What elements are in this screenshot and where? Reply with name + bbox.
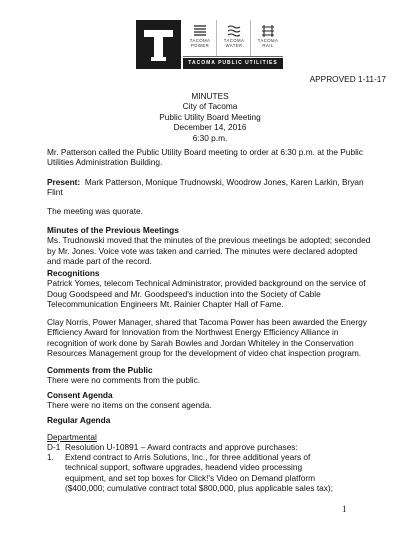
sub-item-line: Extend contract to Arris Solutions, Inc., for three additional years of [65,452,311,462]
heading-date: December 14, 2016 [173,122,247,133]
logo-wordmark: TACOMA PUBLIC UTILITIES [183,58,283,69]
heading-time: 6:30 p.m. [192,132,228,143]
tacoma-water-line-2: WATER [225,43,243,48]
call-to-order [47,147,363,168]
consent-agenda-section [47,390,212,411]
sub-item-line: equipment, and set top boxes for Click!'s Video on Demand platform [65,472,316,483]
item-text: Resolution U-10891 – Award contracts and approve purchases: [65,442,298,452]
page-number: 1 [342,504,347,514]
tacoma-rail-unit [252,20,284,56]
section-line: There were no items on the consent agenda. [47,400,212,411]
quorum-statement: The meeting was quorate. [47,206,143,216]
heading-meeting: Public Utility Board Meeting [159,111,261,122]
section-line: Resources Management group for the development of video chat inspection program. [47,348,362,359]
item-number: D-1 [47,442,61,452]
section-line: by Mr. Jones. Voice vote was taken and carried. The minutes were declared adopted [47,245,358,256]
recognitions-section [47,268,366,310]
tacoma-rail-line-2: RAIL [262,43,274,48]
section-line: Clay Norris, Power Manager, shared that Tacoma Power has been awarded the Energy [47,317,367,327]
tacoma-public-utilities-logo [136,20,283,69]
section-heading: Regular Agenda [47,415,111,425]
departmental-subheading: Departmental [47,432,97,442]
attendance [47,177,364,198]
approved-date: APPROVED 1-11-17 [309,74,386,84]
section-heading: Recognitions [47,268,100,278]
tacoma-water-line-1: TACOMA [223,38,245,43]
tacoma-rail-line-1: TACOMA [257,38,279,43]
heading-title: MINUTES [191,91,229,101]
sub-item-line: technical support, software upgrades, headend video processing [65,462,303,473]
section-line: Telecommunication Engineers Mt. Rainier Chapter Hall of Fame. [47,299,284,310]
rail-icon [260,24,276,38]
call-to-order-line: Utilities Administration Building. [47,157,163,168]
minutes-section [47,225,370,267]
section-line: recognition of work done by Sarah Bowles and Jordan Whiteley in the Conservation [47,337,354,348]
t-logo-mark [136,20,181,69]
regular-agenda-section [47,415,110,425]
section-line: There were no comments from the public. [47,375,201,386]
tacoma-power-line-2: POWER [190,43,210,48]
power-icon [192,24,208,38]
heading-city: City of Tacoma [182,101,238,112]
tacoma-water-unit [218,20,251,56]
section-heading: Comments from the Public [47,365,153,375]
section-heading: Minutes of the Previous Meetings [47,225,179,235]
section-line: Ms. Trudnowski moved that the minutes of the previous meetings be adopted; seconded [47,235,371,246]
present-names: Mark Patterson, Monique Trudnowski, Woodrow Jones, Karen Larkin, Bryan [80,177,364,187]
section-line: Patrick Yomes, telecom Technical Administrator, provided background on the service of [47,278,366,289]
section-heading: Consent Agenda [47,390,113,400]
public-comments-section [47,365,200,386]
sub-item-line: ($400,000; cumulative contract total $800,000, plus applicable sales tax); [65,483,333,494]
section-line: Doug Goodspeed and Mr. Goodspeed's induction into the Society of Cable [47,288,321,299]
sub-item-number: 1. [47,452,54,462]
sub-item-text [65,452,333,494]
present-names-continued: Flint [47,187,63,198]
recognitions-paragraph-2 [47,317,367,359]
logo-divider [183,56,283,57]
document-heading [0,91,420,143]
water-icon [226,24,242,38]
tacoma-power-line-1: TACOMA [189,38,211,43]
call-to-order-line: Mr. Patterson called the Public Utility Board meeting to order at 6:30 p.m. at the Public [47,147,363,157]
section-line: Efficiency Award for Innovation from the Northwest Energy Efficiency Alliance in [47,327,339,338]
present-label: Present: [47,177,81,187]
tacoma-power-unit [184,20,217,56]
section-line: and made part of the record. [47,256,152,267]
